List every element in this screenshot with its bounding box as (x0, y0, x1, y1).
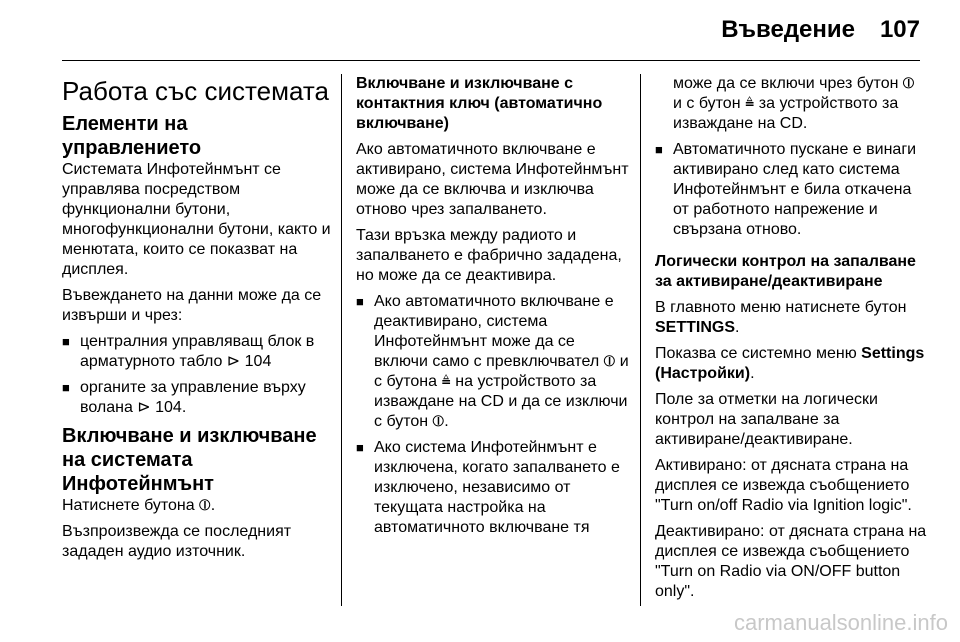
column-3 (655, 74, 927, 608)
bullet-list (356, 292, 632, 538)
paragraph: Системата Инфотейнмънт се управлява посредством функционални бутони, многофункционални бутони, както и менютата, които се показват на дисплея. (62, 161, 331, 278)
paragraph: В главното меню натиснете бутон SETTINGS. (655, 299, 907, 336)
page-number: 107 (879, 16, 920, 43)
paragraph: Ако автоматичното включване е активирано, система Инфотейнмънт може да се включва и изключва отново чрез запалването. (356, 141, 629, 218)
heading-logic: Логически контрол на запалване за активиране/деактивиране (655, 253, 916, 290)
heading-ignition: Включване и изключване с контактния ключ (автоматично включване) (356, 75, 603, 132)
paragraph: Показва се системно меню Settings (Настройки). (655, 345, 925, 382)
bullet-list (655, 140, 927, 240)
watermark: carmanualsonline.info (733, 610, 948, 635)
settings-menu-label: Settings (Настройки) (655, 345, 925, 382)
settings-button-label: SETTINGS (655, 319, 736, 336)
heading-on-off: Включване и изключване на системата Инфотейнмънт (62, 425, 317, 495)
list-item: ■ Ако автоматичното включване е деактивирано, система Инфотейнмънт може да се включи само с превключвател ⦶ и с бутона ≜ на устройството за изваждане на CD и да се изключи с бутон ⦶. (356, 292, 632, 432)
column-divider-2 (640, 74, 641, 606)
header-rule (62, 60, 920, 61)
list-item: ■ Ако система Инфотейнмънт е изключена, когато запалването е изключено, независимо от текущата настройка на автоматичното включване тя (356, 438, 632, 538)
list-item: ■ Автоматичното пускане е винаги активирано след като система Инфотейнмънт е била откачена от работното напрежение и свързана отново. (655, 140, 927, 240)
paragraph: Тази връзка между радиото и запалването е фабрично зададена, но може да се деактивира. (356, 227, 622, 284)
paragraph: Въвеждането на данни може да се извърши и чрез: (62, 287, 322, 324)
column-2 (356, 74, 632, 544)
column-1 (62, 68, 332, 568)
section-title: Въведение (721, 16, 855, 43)
main-title: Работа със системата (62, 76, 329, 106)
paragraph: Деактивирано: от дясната страна на дисплея се извежда съобщението "Turn on Radio via ON/OFF button only". (655, 523, 927, 600)
paragraph: Натиснете бутона ⦶. (62, 497, 216, 514)
list-item: ■ органите за управление върху волана ⊳ 104. (62, 378, 332, 418)
column-divider-1 (341, 74, 342, 606)
list-item: ■ централния управляващ блок в арматурното табло ⊳ 104 (62, 332, 332, 372)
bullet-list (62, 332, 332, 418)
paragraph: Поле за отметки на логически контрол на запалване за активиране/деактивиране. (655, 391, 878, 448)
paragraph: Активирано: от дясната страна на дисплея се извежда съобщението "Turn on/off Radio via Ignition logic". (655, 457, 912, 514)
continued-text: може да се включи чрез бутон ⦶ и с бутон ≜ за устройството за изваждане на CD. (673, 75, 915, 132)
paragraph: Възпроизвежда се последният зададен аудио източник. (62, 523, 292, 560)
heading-controls: Елементи на управлението (62, 113, 202, 159)
